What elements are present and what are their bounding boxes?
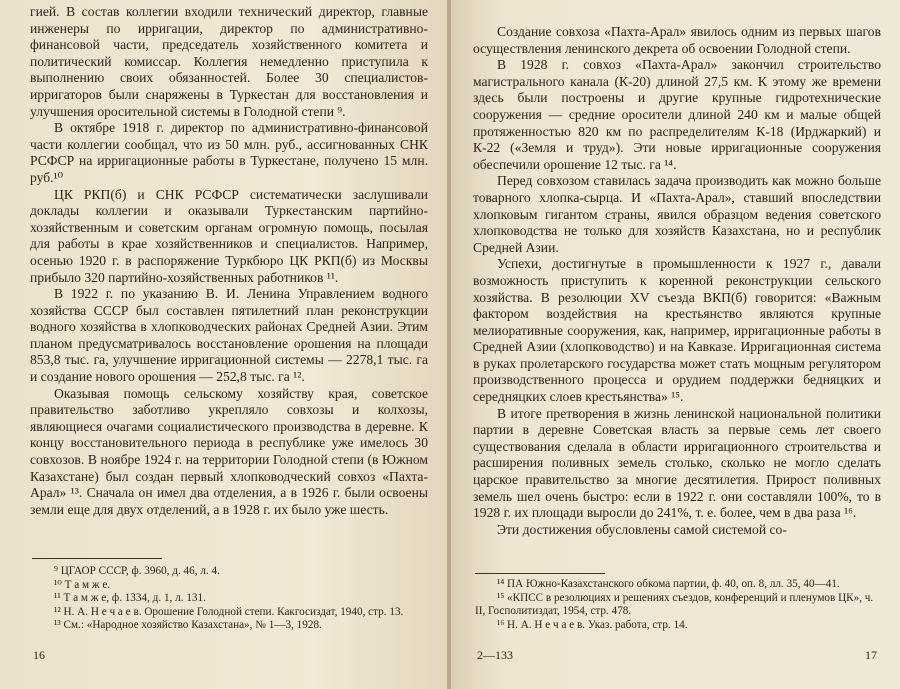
footnote: ¹¹ Т а м ж е, ф. 1334, д. 1, л. 131.	[54, 592, 206, 605]
left-body-text	[30, 4, 428, 518]
page-number: 16	[33, 648, 45, 662]
paragraph: Перед совхозом ставилась задача производить как можно больше товарного хлопка-сырца. И «Пахта-Арал», ставший впоследствии хлопковым гигантом страны, явился образцом ведения советского хлопководства не только для хозяйств Казахстана, но и республик Средней Азии.	[473, 173, 881, 255]
footnote-rule	[475, 573, 605, 574]
right-page	[451, 0, 900, 689]
paragraph: Эти достижения обусловлены самой системой со-	[497, 521, 787, 537]
footnote: ⁹ ЦГАОР СССР, ф. 3960, д. 46, л. 4.	[54, 565, 220, 577]
paragraph: гией. В состав коллегии входили технический директор, главные инженеры по ирригации, директор по административно-финансовой части, председатель хозяйственного комитета и политический комиссар. Коллегия немедленно приступила к выполнению своих обязанностей. Более 30 специалистов-ирригаторов были снаряжены в Туркестан для восстановления и улучшения оросительной системы в Голодной степи ⁹.	[30, 4, 428, 119]
paragraph: В 1928 г. совхоз «Пахта-Арал» закончил строительство магистрального канала (К-20) длиной 27,5 км. К этому же времени здесь были построены и другие крупные гидротехнические сооружения — средние оросители длиной 240 км и малые общей протяженностью 820 км по распределителям К-18 (Ирджаркий) и К-22 («Земля и труд»). Эти новые ирригационные сооружения обеспечили орошение 12 тыс. га ¹⁴.	[473, 57, 881, 172]
left-page	[0, 0, 449, 689]
paragraph: Успехи, достигнутые в промышленности к 1927 г., давали возможность приступить к коренной реконструкции сельского хозяйства. В резолюции XV съезда ВКП(б) говорится: «Важным фактором воздействия на крестьянство являются крупные мелиоративные сооружения, как, например, ирригационные работы в Средней Азии (хлопководство) и на Кавказе. Ирригационная система в руках пролетарского государства может стать мощным регулятором производственного процесса и орудием поддержки бедняцких и середняцких слоев крестьянства» ¹⁵.	[473, 256, 881, 405]
page-number: 17	[865, 648, 877, 662]
printer-signature: 2—133	[477, 648, 513, 662]
paragraph: Оказывая помощь сельскому хозяйству края, советское правительство заботливо укрепляло совхозы и колхозы, являющиеся очагами социалистического производства в деревне. К концу восстановительного периода в республике уже имелось 30 совхозов. В ноябре 1924 г. на территории Голодной степи (в Южном Казахстане) был создан первый хлопководческий совхоз «Пахта-Арал» ¹³. Сначала он имел два отделения, а в 1926 г. были освоены земли еще для двух отделений, а в 1928 г. их было уже шесть.	[30, 385, 428, 517]
left-footnotes	[32, 565, 432, 633]
paragraph: В октябре 1918 г. директор по административно-финансовой части коллегии сообщал, что из 50 млн. руб., ассигнованных СНК РСФСР на ирригационные работы в Туркестане, получено 15 млн. руб.¹⁰	[30, 120, 428, 185]
paragraph: В 1922 г. по указанию В. И. Ленина Управлением водного хозяйства СССР был составлен пятилетний план реконструкции водного хозяйства в хлопководческих районах Средней Азии. Этим планом предусматривалось восстановление орошения на площади 853,8 тыс. га, улучшение ирригационной системы — 2278,1 тыс. га и создание нового орошения — 252,8 тыс. га ¹².	[30, 286, 428, 385]
right-body-text	[473, 24, 881, 538]
footnote: ¹⁰ Т а м ж е.	[54, 578, 111, 591]
footnote: ¹⁵ «КПСС в резолюциях и решениях съездов, конференций и пленумов ЦК», ч. II, Госполитиздат, 1954, стр. 478.	[475, 591, 874, 618]
footnote: ¹⁴ ПА Южно-Казахстанского обкома партии, ф. 40, оп. 8, лл. 35, 40—41.	[497, 578, 840, 590]
footnote: ¹⁶ Н. А. Н е ч а е в. Указ. работа, стр. 14.	[497, 618, 688, 631]
footnote-rule	[32, 558, 162, 559]
footnote: ¹³ См.: «Народное хозяйство Казахстана», № 1—3, 1928.	[54, 619, 322, 632]
paragraph: В итоге претворения в жизнь ленинской национальной политики партии в деревне Советская власть за первые семь лет своего существования сделала в области ирригационного строительства и расширения поливных земель столько, сколько не могло сделать царское правительство за многие десятилетия. Прирост поливных земель шел очень быстро: если в 1922 г. они составляли 100%, то в 1928 г. их площади выросли до 241%, т. е. более, чем в два раза ¹⁶.	[473, 405, 881, 521]
right-footnotes	[475, 578, 885, 632]
paragraph: ЦК РКП(б) и СНК РСФСР систематически заслушивали доклады коллегии и оказывали Туркестанским партийно-хозяйственным и советским органам огромную помощь, посылая для работы в крае хозяйственников и специалистов. Например, осенью 1920 г. в распоряжение Туркбюро ЦК РКП(б) из Москвы прибыло 320 партийно-хозяйственных работников ¹¹.	[30, 186, 428, 285]
paragraph: Создание совхоза «Пахта-Арал» явилось одним из первых шагов осуществления ленинского декрета об освоении Голодной степи.	[473, 24, 881, 56]
footnote: ¹² Н. А. Н е ч а е в. Орошение Голодной степи. Какгосиздат, 1940, стр. 13.	[54, 605, 404, 618]
